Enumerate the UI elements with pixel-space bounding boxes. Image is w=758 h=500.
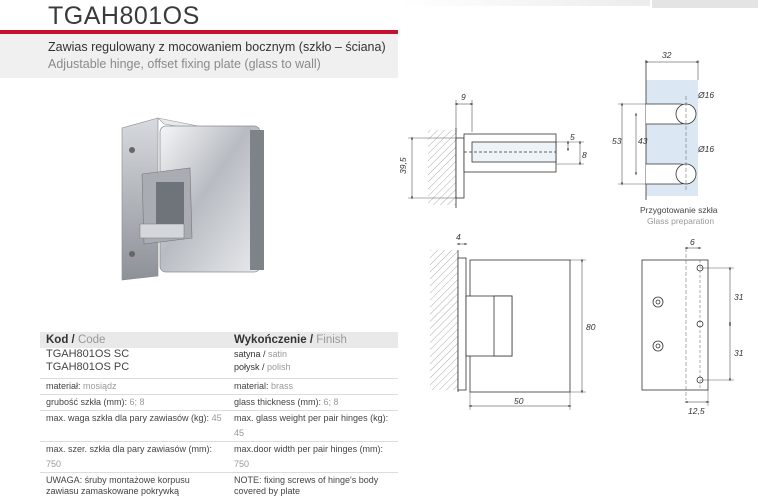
wall-hatch-bottom xyxy=(430,250,458,390)
note-en: NOTE: fixing screws of hinge's body covered by plate xyxy=(228,473,398,498)
header-gradient xyxy=(400,0,650,6)
product-code: TGAH801OS SC xyxy=(46,348,130,360)
product-row: TGAH801OS SC satyna / satin xyxy=(40,348,398,361)
finish-en: polish xyxy=(267,362,291,372)
prop-label-pl: materiał: xyxy=(46,381,81,391)
dim-32: 32 xyxy=(662,50,672,60)
prop-value-en: 45 xyxy=(234,428,245,438)
dim-5: 5 xyxy=(570,132,575,142)
dim-31a: 31 xyxy=(734,292,744,302)
dim-39-5: 39,5 xyxy=(398,157,408,174)
property-row xyxy=(40,411,398,442)
prop-value-en: brass xyxy=(271,381,294,391)
prop-value-pl: 750 xyxy=(46,459,62,469)
prop-label-en: max. glass weight per pair hinges (kg): xyxy=(234,413,389,423)
product-title: TGAH801OS xyxy=(48,2,200,30)
dim-80: 80 xyxy=(586,322,596,332)
spec-table xyxy=(40,332,398,497)
glass-prep-label-en: Glass preparation xyxy=(647,216,715,226)
dim-53: 53 xyxy=(612,136,622,146)
prop-label-pl: grubość szkła (mm): xyxy=(46,397,128,407)
finish-en: satin xyxy=(268,349,288,359)
prop-value-pl: mosiądz xyxy=(83,381,117,391)
dim-16b: Ø16 xyxy=(698,144,715,154)
product-row: TGAH801OS PC połysk / polish xyxy=(40,361,398,374)
prop-label-pl: max. szer. szkła dla pary zawiasów (mm): xyxy=(46,444,213,454)
prop-label-en: material: xyxy=(234,381,269,391)
dim-6: 6 xyxy=(690,237,695,247)
subtitle-english: Adjustable hinge, offset fixing plate (glass to wall) xyxy=(48,57,321,71)
dim-16a: Ø16 xyxy=(698,90,715,100)
prop-label-en: max.door width per pair hinges (mm): xyxy=(234,444,384,454)
spec-header-row: Kod / Code Wykończenie / Finish xyxy=(40,332,398,348)
note-row xyxy=(40,473,398,498)
dim-31b: 31 xyxy=(734,348,744,358)
finish-pl: satyna xyxy=(234,349,261,359)
header-corner-band xyxy=(652,0,758,8)
prop-value-pl: 45 xyxy=(211,413,222,423)
dim-9: 9 xyxy=(461,92,466,102)
finish-pl: połysk xyxy=(234,362,260,372)
dim-43: 43 xyxy=(638,136,648,146)
dim-50: 50 xyxy=(514,396,524,406)
finish-header-en: Finish xyxy=(316,334,347,346)
glass-prep-label-pl: Przygotowanie szkła xyxy=(640,205,718,215)
dim-4: 4 xyxy=(456,232,461,242)
property-row xyxy=(40,395,398,411)
prop-value-en: 6; 8 xyxy=(323,397,339,407)
technical-drawings xyxy=(400,40,758,420)
subtitle-polish: Zawias regulowany z mocowaniem bocznym (szkło – ściana) xyxy=(48,40,386,54)
property-row xyxy=(40,379,398,395)
code-header-pl: Kod xyxy=(46,334,69,346)
dim-8: 8 xyxy=(582,150,587,160)
wall-hatch-top xyxy=(428,130,456,205)
dim-12-5: 12,5 xyxy=(688,406,705,416)
property-row xyxy=(40,442,398,473)
finish-header-pl: Wykończenie xyxy=(234,334,307,346)
prop-value-pl: 6; 8 xyxy=(129,397,145,407)
note-pl: UWAGA: śruby montażowe korpusu zawiasu zamaskowane pokrywką xyxy=(40,473,228,498)
code-header-en: Code xyxy=(77,334,106,346)
prop-label-pl: max. waga szkła dla pary zawiasów (kg): xyxy=(46,413,210,423)
product-code: TGAH801OS PC xyxy=(46,361,130,373)
prop-value-en: 750 xyxy=(234,459,250,469)
hinge-product-image xyxy=(100,108,280,288)
prop-label-en: glass thickness (mm): xyxy=(234,397,322,407)
